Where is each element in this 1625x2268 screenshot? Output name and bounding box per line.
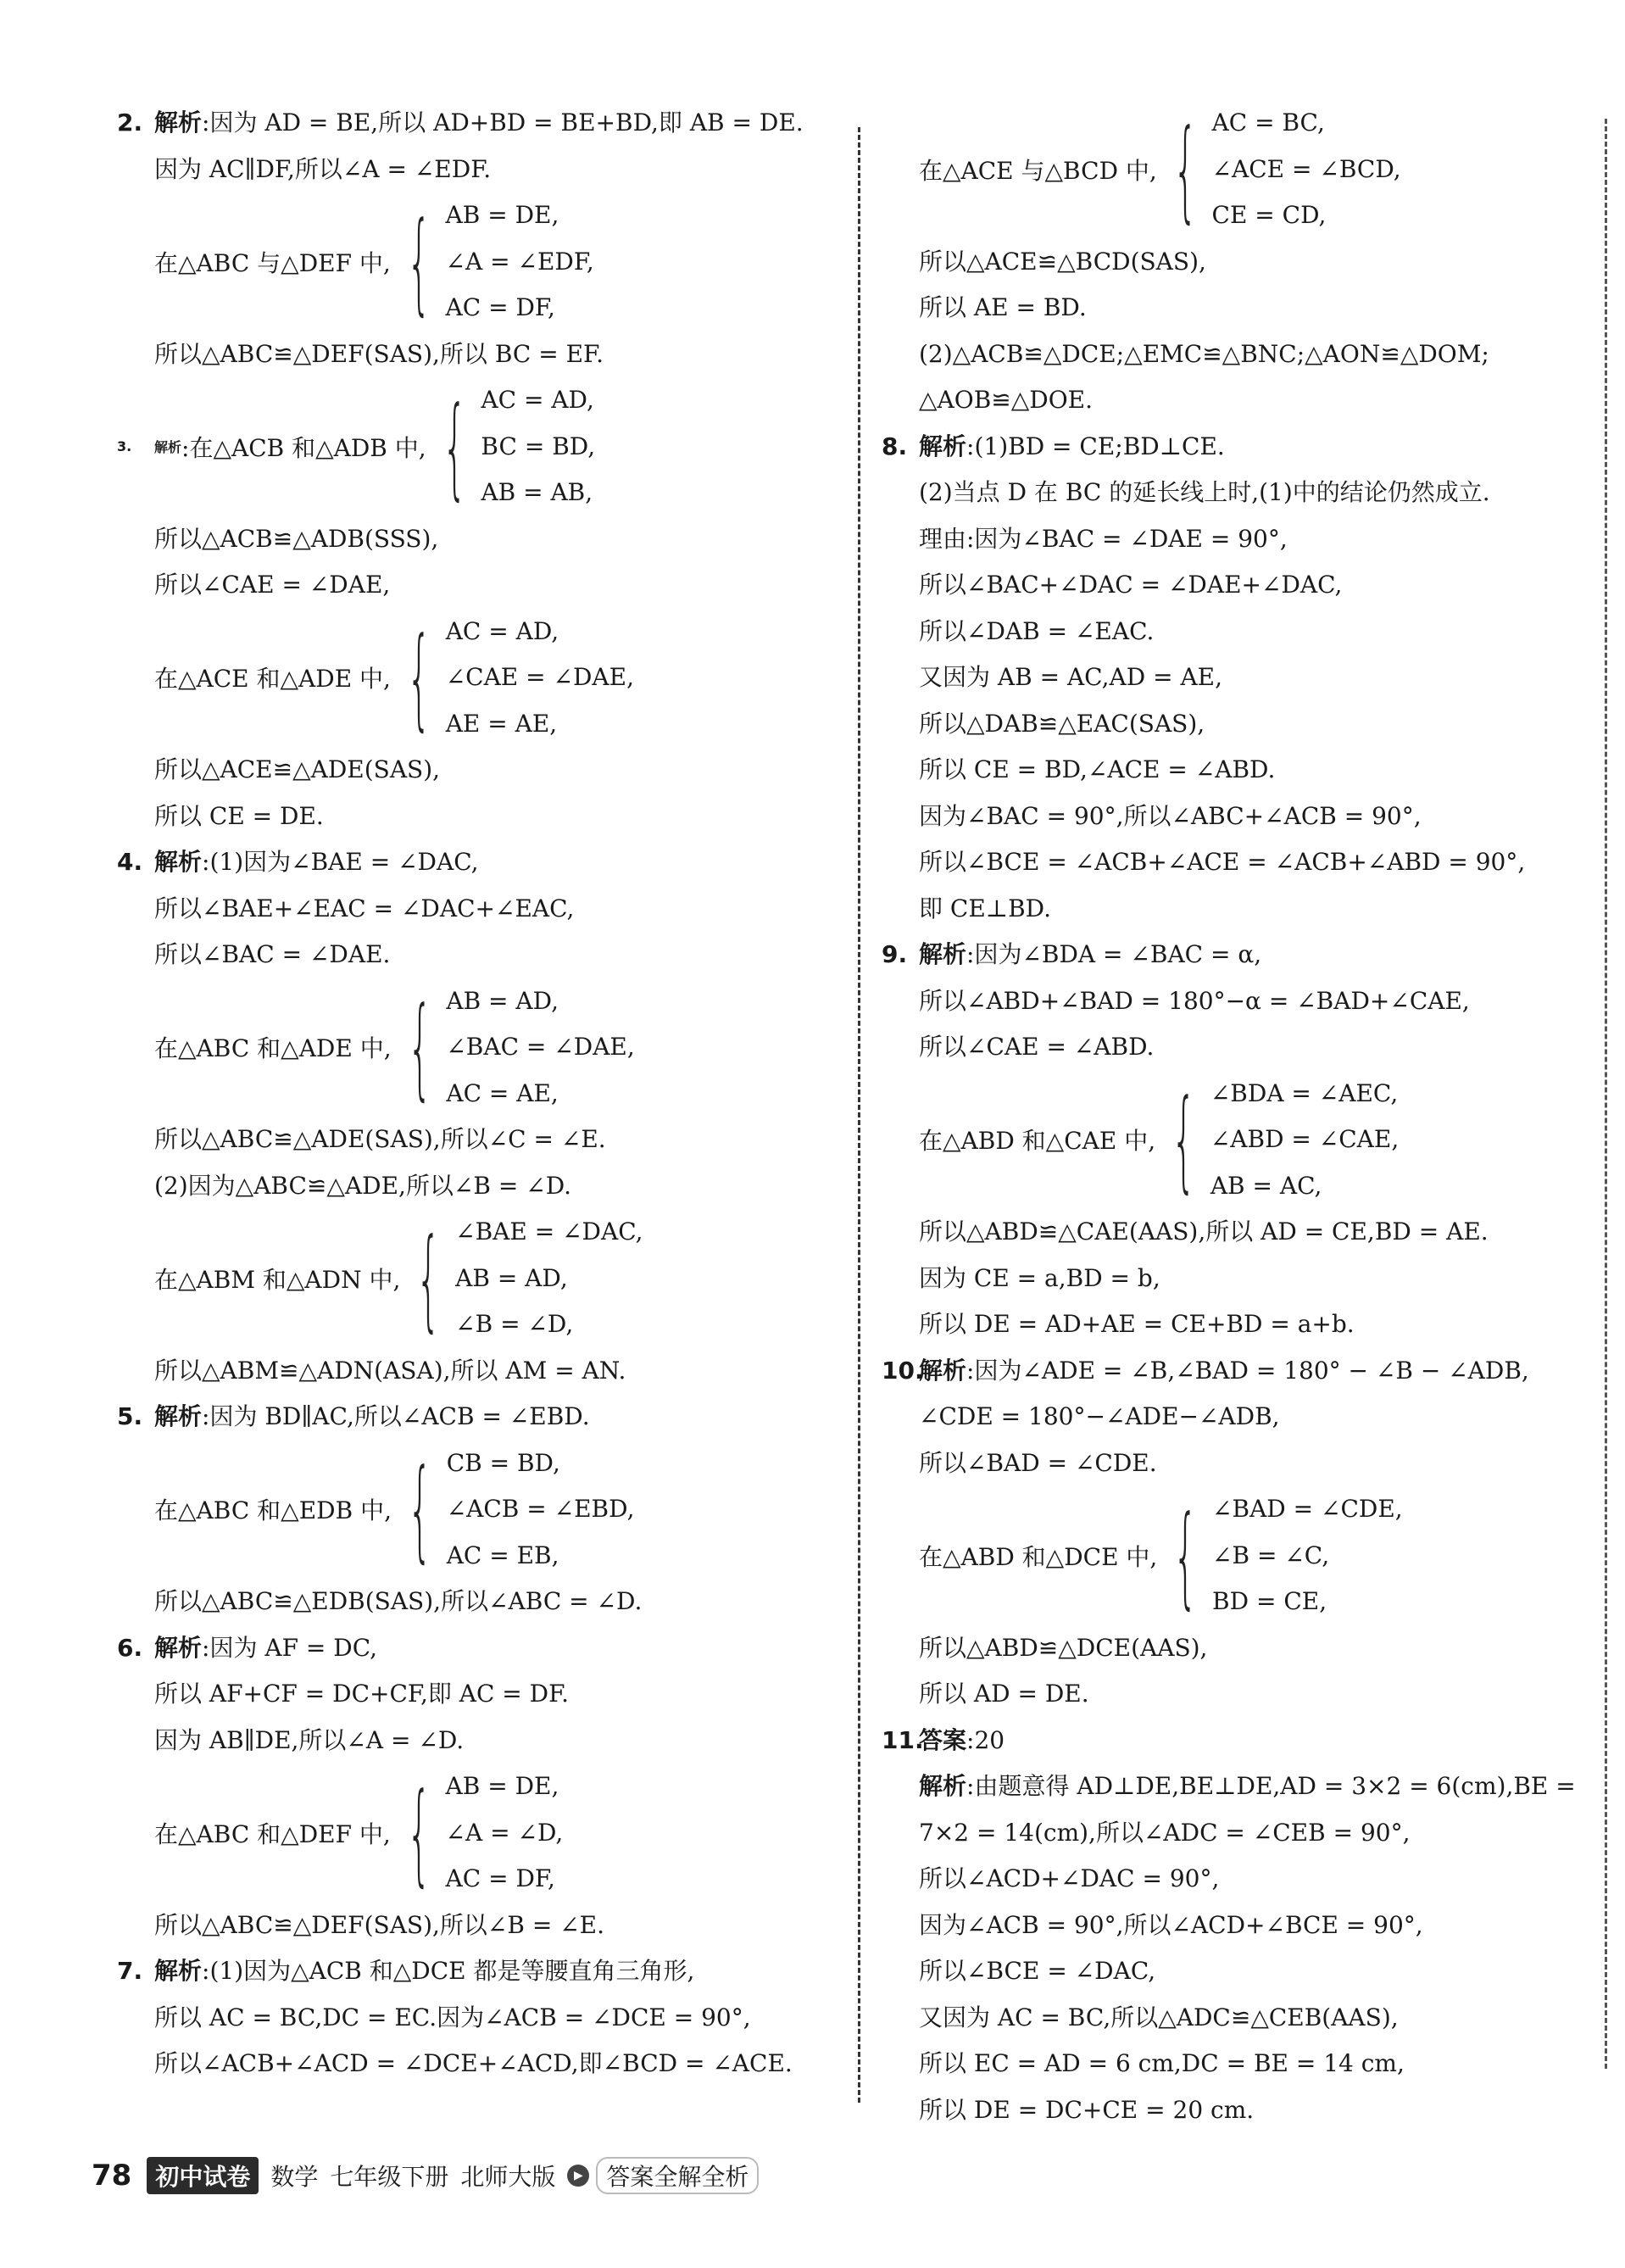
system-condition: ∠BAD = ∠CDE,	[1212, 1495, 1403, 1523]
text-line	[882, 794, 1594, 840]
text-line	[882, 1948, 1594, 1995]
system-conditions	[481, 377, 595, 516]
line-text: 所以∠ABD+∠BAD = 180°−α = ∠BAD+∠CAE,	[919, 986, 1470, 1015]
system-condition: BD = CE,	[1212, 1587, 1327, 1615]
problem-number: 7.	[117, 1957, 143, 1985]
text-line	[882, 1440, 1594, 1487]
system-lead-text: 在△ABM 和△ADN 中,	[154, 1265, 401, 1294]
solution-label: 解析	[154, 1633, 203, 1662]
left-column	[117, 100, 846, 2087]
brace-glyph: {	[407, 1445, 432, 1574]
line-text: 即 CE⊥BD.	[919, 894, 1052, 922]
equation-system	[117, 609, 846, 748]
text-line	[117, 332, 846, 378]
equation-system	[117, 1209, 846, 1348]
line-text: :(1)BD = CE;BD⊥CE.	[966, 432, 1225, 460]
line-text: 所以∠ACD+∠DAC = 90°,	[919, 1864, 1220, 1892]
system-lead-text: 在△ABD 和△DCE 中,	[919, 1542, 1158, 1571]
system-condition: ∠A = ∠EDF,	[445, 247, 594, 276]
line-text: 因为∠ACB = 90°,所以∠ACD+∠BCE = 90°,	[919, 1910, 1423, 1939]
system-condition: ∠B = ∠C,	[1212, 1541, 1330, 1569]
brace-glyph: {	[1172, 104, 1198, 234]
system-condition: ∠ACB = ∠EBD,	[446, 1495, 635, 1523]
system-conditions	[1212, 100, 1401, 239]
problem-line	[882, 932, 1594, 978]
equation-system	[117, 377, 846, 516]
page-number: 78	[92, 2159, 132, 2193]
line-text: 所以△ABM≌△ADN(ASA),所以 AM = AN.	[154, 1356, 626, 1385]
problem-number: 2.	[117, 109, 143, 137]
system-condition: ∠A = ∠D,	[445, 1818, 564, 1847]
text-line	[882, 1209, 1594, 1256]
line-text: 所以 EC = AD = 6 cm,DC = BE = 14 cm,	[919, 2049, 1405, 2077]
brace-glyph: {	[442, 382, 467, 511]
brace-glyph: {	[406, 197, 431, 326]
line-text: 理由:因为∠BAC = ∠DAE = 90°,	[919, 524, 1288, 553]
system-condition: ∠CAE = ∠DAE,	[445, 663, 634, 691]
text-line	[117, 1995, 846, 2042]
line-text: 所以 AC = BC,DC = EC.因为∠ACB = ∠DCE = 90°,	[154, 2003, 751, 2031]
text-line	[882, 2087, 1594, 2134]
text-line	[882, 377, 1594, 424]
system-condition: AC = EB,	[446, 1541, 559, 1569]
column-divider	[858, 127, 860, 2103]
line-text: 所以△ABC≌△EDB(SAS),所以∠ABC = ∠D.	[154, 1587, 643, 1615]
problem-number: 10.	[882, 1356, 924, 1385]
system-condition: AB = DE,	[445, 1772, 559, 1800]
line-text: 所以∠CAE = ∠DAE,	[154, 571, 391, 599]
page-footer	[92, 2156, 759, 2195]
problem-line	[117, 1625, 846, 1672]
line-text: 所以△ABD≌△DCE(AAS),	[919, 1633, 1208, 1662]
text-line	[882, 839, 1594, 886]
equation-system	[117, 978, 846, 1117]
text-line	[117, 932, 846, 978]
text-line	[117, 1903, 846, 1949]
line-text: 所以△ACB≌△ADB(SSS),	[154, 524, 439, 553]
text-line	[882, 1625, 1594, 1672]
text-line	[882, 1810, 1594, 1857]
line-text: 因为 AC∥DF,所以∠A = ∠EDF.	[154, 154, 492, 183]
text-line	[117, 562, 846, 609]
line-text: :因为∠BDA = ∠BAC = α,	[966, 940, 1262, 968]
system-condition: AB = DE,	[445, 201, 559, 229]
footer-tag: 答案全解全析	[596, 2157, 759, 2194]
brace-glyph: {	[406, 613, 431, 743]
system-condition: ∠B = ∠D,	[455, 1310, 574, 1338]
system-condition: ∠BDA = ∠AEC,	[1210, 1078, 1399, 1107]
problem-number: 4.	[117, 848, 143, 876]
text-line	[882, 701, 1594, 748]
problem-number: 9.	[882, 940, 908, 968]
solution-label: 解析	[919, 432, 967, 460]
system-condition: ∠BAE = ∠DAC,	[455, 1218, 643, 1245]
system-condition: AC = DF,	[445, 1864, 555, 1892]
line-text: 所以∠DAB = ∠EAC.	[919, 616, 1155, 645]
problem-number: 6.	[117, 1633, 143, 1662]
solution-label: 解析	[154, 1957, 203, 1985]
problem-number: 11.	[882, 1725, 924, 1754]
system-condition: AC = AD,	[445, 616, 559, 645]
line-text: 所以 CE = DE.	[154, 801, 324, 830]
problem-number: 3.	[117, 438, 132, 455]
system-lead-text: 在△ACE 和△ADE 中,	[154, 665, 391, 694]
line-text: 所以△DAB≌△EAC(SAS),	[919, 709, 1205, 738]
line-text: 所以 DE = AD+AE = CE+BD = a+b.	[919, 1310, 1355, 1338]
line-text: :由题意得 AD⊥DE,BE⊥DE,AD = 3×2 = 6(cm),BE =	[966, 1772, 1576, 1800]
system-lead-text: 在△ABC 与△DEF 中,	[154, 248, 391, 277]
problem-line	[117, 1948, 846, 1995]
system-lead-text: 在△ABC 和△EDB 中,	[154, 1496, 392, 1525]
system-condition: AC = DF,	[445, 293, 555, 321]
line-text: (2)当点 D 在 BC 的延长线上时,(1)中的结论仍然成立.	[919, 478, 1490, 506]
line-text: 又因为 AB = AC,AD = AE,	[919, 663, 1222, 691]
brace-glyph: {	[1173, 1491, 1199, 1620]
text-line	[882, 1995, 1594, 2042]
line-text: 所以∠ACB+∠ACD = ∠DCE+∠ACD,即∠BCD = ∠ACE.	[154, 2049, 793, 2077]
text-line	[882, 562, 1594, 609]
line-text: 所以∠BAC = ∠DAE.	[154, 940, 391, 968]
system-lead-text: 在△ABC 和△DEF 中,	[154, 1819, 391, 1848]
line-text: 所以△ABC≌△ADE(SAS),所以∠C = ∠E.	[154, 1125, 606, 1153]
footer-grade: 七年级下册	[330, 2163, 449, 2191]
text-line	[117, 1579, 846, 1625]
system-condition: AB = AD,	[446, 986, 559, 1015]
line-text: 所以∠BCE = ∠ACB+∠ACE = ∠ACB+∠ABD = 90°,	[919, 848, 1526, 876]
system-conditions	[446, 1764, 564, 1903]
system-lead-text: :在△ACB 和△ADB 中,	[181, 433, 426, 462]
edge-cut-line	[1605, 119, 1607, 2069]
text-line	[882, 1301, 1594, 1348]
line-text: ∠CDE = 180°−∠ADE−∠ADB,	[919, 1402, 1280, 1430]
system-condition: AB = AD,	[455, 1263, 568, 1292]
brace-glyph: {	[416, 1213, 442, 1343]
footer-subject: 数学	[270, 2163, 319, 2191]
system-condition: ∠ABD = ∠CAE,	[1210, 1125, 1400, 1153]
line-text: 所以△ACE≌△BCD(SAS),	[919, 247, 1206, 276]
line-text: 所以 AD = DE.	[919, 1680, 1089, 1708]
line-text: 所以 DE = DC+CE = 20 cm.	[919, 2095, 1255, 2124]
solution-label: 解析	[154, 848, 203, 876]
solution-label: 解析	[154, 439, 182, 456]
system-condition: ∠ACE = ∠BCD,	[1211, 154, 1401, 183]
equation-system	[882, 1486, 1594, 1625]
text-line	[117, 794, 846, 840]
system-lead-text: 在△ABD 和△CAE 中,	[919, 1127, 1156, 1156]
line-text: 所以∠CAE = ∠ABD.	[919, 1033, 1155, 1061]
line-text: 又因为 AC = BC,所以△ADC≌△CEB(AAS),	[919, 2003, 1399, 2031]
text-line	[882, 609, 1594, 655]
system-conditions	[455, 1209, 643, 1348]
text-line	[882, 1024, 1594, 1071]
text-line	[882, 655, 1594, 701]
text-line	[882, 470, 1594, 516]
line-text: 所以△ABC≌△DEF(SAS),所以∠B = ∠E.	[154, 1910, 605, 1939]
text-line	[882, 1903, 1594, 1949]
system-condition: CE = CD,	[1211, 201, 1327, 229]
line-text: 因为∠BAC = 90°,所以∠ABC+∠ACB = 90°,	[919, 801, 1422, 830]
text-line	[117, 1163, 846, 1210]
problem-line	[117, 100, 846, 147]
problem-line	[882, 1348, 1594, 1395]
problem-line	[117, 839, 846, 886]
line-text: :因为∠ADE = ∠B,∠BAD = 180° − ∠B − ∠ADB,	[966, 1356, 1529, 1385]
line-text: 所以∠BAD = ∠CDE.	[919, 1448, 1157, 1477]
brace-glyph: {	[406, 1768, 431, 1897]
system-condition: AC = BC,	[1211, 109, 1325, 137]
system-lead-text: 在△ACE 与△BCD 中,	[919, 156, 1157, 185]
text-line	[882, 1394, 1594, 1440]
text-line	[882, 1256, 1594, 1302]
system-condition: AC = AD,	[481, 386, 594, 414]
text-line	[882, 886, 1594, 933]
text-line	[117, 516, 846, 563]
line-text: :(1)因为△ACB 和△DCE 都是等腰直角三角形,	[202, 1957, 695, 1985]
system-condition: CB = BD,	[446, 1448, 560, 1477]
problem-line	[882, 1718, 1594, 1764]
line-text: (2)因为△ABC≌△ADE,所以∠B = ∠D.	[154, 1171, 572, 1200]
text-line	[117, 1718, 846, 1764]
system-condition: AB = AB,	[481, 478, 593, 506]
line-text: 所以 AE = BD.	[919, 293, 1087, 321]
text-line	[882, 747, 1594, 794]
text-line	[882, 332, 1594, 378]
solution-label: 解析	[919, 940, 967, 968]
line-text: 因为 CE = a,BD = b,	[919, 1263, 1160, 1292]
equation-system	[882, 100, 1594, 239]
solution-label: 答案	[919, 1725, 967, 1754]
system-conditions	[1212, 1486, 1403, 1625]
brand-badge: 初中试卷	[147, 2157, 259, 2194]
solution-label: 解析	[154, 1402, 203, 1430]
line-text: 所以△ABC≌△DEF(SAS),所以 BC = EF.	[154, 339, 604, 368]
system-condition: AC = AE,	[446, 1078, 559, 1107]
text-line	[882, 1764, 1594, 1810]
problem-number: 8.	[882, 432, 908, 460]
line-text: 所以△ABD≌△CAE(AAS),所以 AD = CE,BD = AE.	[919, 1218, 1489, 1245]
right-column	[882, 100, 1594, 2133]
text-line	[882, 239, 1594, 286]
system-conditions	[446, 192, 594, 332]
text-line	[117, 2041, 846, 2087]
line-text: 所以∠BCE = ∠DAC,	[919, 1957, 1156, 1985]
problem-line	[117, 1394, 846, 1440]
line-text: :因为 AD = BE,所以 AD+BD = BE+BD,即 AB = DE.	[202, 109, 804, 137]
line-text: 所以∠BAC+∠DAC = ∠DAE+∠DAC,	[919, 571, 1343, 599]
text-line	[882, 1856, 1594, 1903]
line-text: 所以 AF+CF = DC+CF,即 AC = DF.	[154, 1680, 570, 1708]
equation-system	[117, 192, 846, 332]
brace-glyph: {	[407, 983, 432, 1112]
text-line	[117, 747, 846, 794]
equation-system	[117, 1440, 846, 1580]
text-line	[117, 886, 846, 933]
equation-system	[117, 1764, 846, 1903]
system-conditions	[446, 609, 634, 748]
solution-label: 解析	[919, 1772, 967, 1800]
equation-system	[882, 1071, 1594, 1210]
text-line	[882, 978, 1594, 1025]
text-line	[882, 2041, 1594, 2087]
system-condition: AB = AC,	[1210, 1171, 1322, 1200]
solution-label: 解析	[154, 109, 203, 137]
text-line	[882, 285, 1594, 332]
play-icon: ▶	[567, 2165, 589, 2187]
line-text: :20	[966, 1725, 1005, 1754]
line-text: :因为 AF = DC,	[202, 1633, 378, 1662]
line-text: 所以△ACE≌△ADE(SAS),	[154, 755, 441, 783]
line-text: △AOB≌△DOE.	[919, 386, 1094, 414]
line-text: 7×2 = 14(cm),所以∠ADC = ∠CEB = 90°,	[919, 1818, 1411, 1847]
text-line	[117, 147, 846, 193]
text-line	[882, 1671, 1594, 1718]
text-line	[117, 1348, 846, 1395]
system-lead-text: 在△ABC 和△ADE 中,	[154, 1034, 392, 1063]
solution-label: 解析	[919, 1356, 967, 1385]
system-condition: AE = AE,	[445, 709, 558, 738]
line-text: 因为 AB∥DE,所以∠A = ∠D.	[154, 1725, 465, 1754]
line-text: 所以∠BAE+∠EAC = ∠DAC+∠EAC,	[154, 894, 575, 922]
problem-number: 5.	[117, 1402, 143, 1430]
text-line	[882, 516, 1594, 563]
line-text: 所以 CE = BD,∠ACE = ∠ABD.	[919, 755, 1276, 783]
brace-glyph: {	[1171, 1075, 1196, 1205]
footer-edition: 北师大版	[460, 2163, 556, 2191]
system-conditions	[447, 1440, 635, 1580]
problem-line	[882, 424, 1594, 471]
text-line	[117, 1671, 846, 1718]
line-text: :因为 BD∥AC,所以∠ACB = ∠EBD.	[202, 1402, 590, 1430]
system-conditions	[1210, 1071, 1399, 1210]
system-condition: ∠BAC = ∠DAE,	[446, 1033, 635, 1061]
line-text: :(1)因为∠BAE = ∠DAC,	[202, 848, 479, 876]
line-text: (2)△ACB≌△DCE;△EMC≌△BNC;△AON≌△DOM;	[919, 339, 1489, 368]
system-conditions	[446, 978, 634, 1117]
system-condition: BC = BD,	[481, 432, 596, 460]
text-line	[117, 1117, 846, 1163]
